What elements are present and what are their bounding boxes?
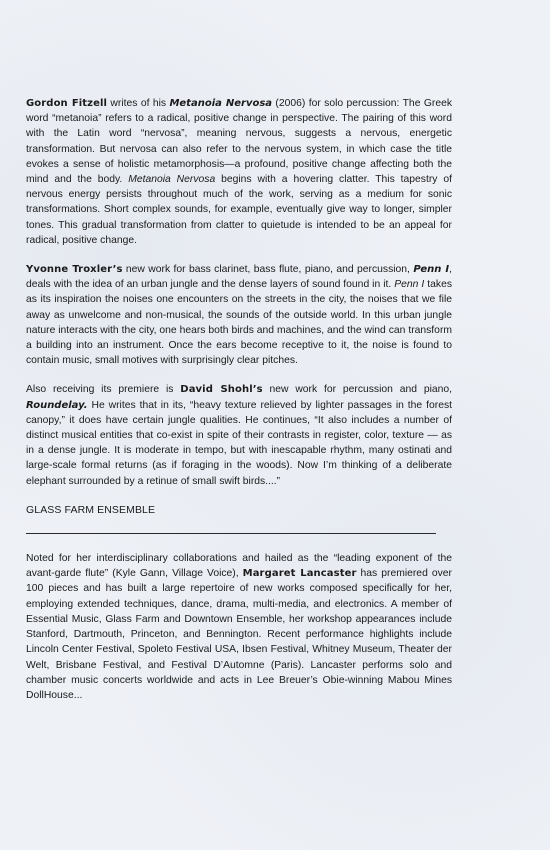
section-heading: GLASS FARM ENSEMBLE [26,503,156,516]
work-title-metanoia-nervosa-italic: Metanoia Nervosa [128,174,216,186]
fitzell-paragraph [26,96,452,248]
section-divider [26,533,436,534]
fitzell-text-2: (2006) for solo percussion: The Greek word “metanoia” refers to a radical, positive change in perspective. The pairing of this word with the Latin word “nervosa”, meaning nervous, suggests a nervous, energetic transformation. But nervosa can also refer to the nervous system, in which case the title evokes a sense of holistic metamorphosis—a profound, positive change affecting both the mind and the body. [26,98,452,186]
work-title-roundelay: Roundelay. [26,399,88,411]
troxler-text-3: takes as its inspiration the noises one encounters on the streets in the city, the noises that we file away as unwelcome and non-musical, the sounds of the outside world. In this urban jungle nature interacts with the city, one hears both birds and machines, and the wind can transform a building into an instrument. Once the ears become receptive to it, the noise is found to contain music, small motives with surprisingly clear pitches. [26,279,453,367]
work-title-penn-i: Penn I [413,264,450,276]
lancaster-paragraph [26,551,452,703]
troxler-text-2: , deals with the idea of an urban jungle and the dense layers of sound found in it. [26,264,452,291]
lancaster-text-2: has premiered over 100 pieces and has built a large repertoire of new works composed specifically for her, employing extended techniques, dance, drama, multi-media, and electronics. A member of Essential Music, Glass Farm and Downtown Ensemble, her workshop appearances include Stanford, Dartmouth, Princeton, and Bennington. Recent performance highlights include Lincoln Center Festival, Spoleto Festival USA, Ibsen Festival, Whitney Museum, Theater der Welt, Brisbane Festival, and Festival D’Automne (Paris). Lancaster performs solo and chamber music concerts worldwide and acts in Lee Breuer’s Obie-winning Mabou Mines DollHouse... [26,568,452,701]
composer-name-fitzell: Gordon Fitzell [26,98,108,109]
lancaster-text-1: Noted for her interdisciplinary collaborations and hailed as the “leading exponent of the avant-garde flute” (Kyle Gann, Village Voice), [26,553,452,580]
troxler-text-1: new work for bass clarinet, bass flute, piano, and percussion, [122,264,414,276]
shohl-text-3: He writes that in its, “heavy texture relieved by lighter passages in the forest canopy,” it does have certain jungle qualities. He continues, “It also includes a number of distinct musical entities that co-exist in spite of their contrasts in register, color, texture — as in a dense jungle. It is moderate in tempo, but with inescapable rhythm, many ostinati and large-scale formal returns (as if foraging in the woods). Now I’m thinking of a deliberate elephant surrounded by a retinue of small swift birds....” [26,399,452,487]
shohl-paragraph [26,382,452,488]
performer-name-lancaster: Margaret Lancaster [242,568,357,580]
composer-name-shohl: David Shohl’s [180,384,263,396]
program-notes-page [26,96,452,703]
fitzell-text-3: begins with a hovering clatter. This tapestry of nervous energy persists throughout much of the work, serving as a medium for sonic transformations. Short complex sounds, for example, eventually give way to longer, simpler tones. This gradual transformation from clatter to quietude is intended to be an appeal for radical, positive change. [26,174,452,246]
work-title-penn-i-italic: Penn I [394,279,425,291]
shohl-text-2: new work for percussion and piano, [262,384,453,396]
fitzell-text-1: writes of his [107,98,170,109]
shohl-text-1: Also receiving its premiere is [26,384,181,396]
work-title-metanoia-nervosa: Metanoia Nervosa [169,98,273,109]
troxler-paragraph [26,262,452,368]
composer-name-troxler: Yvonne Troxler’s [26,264,123,276]
